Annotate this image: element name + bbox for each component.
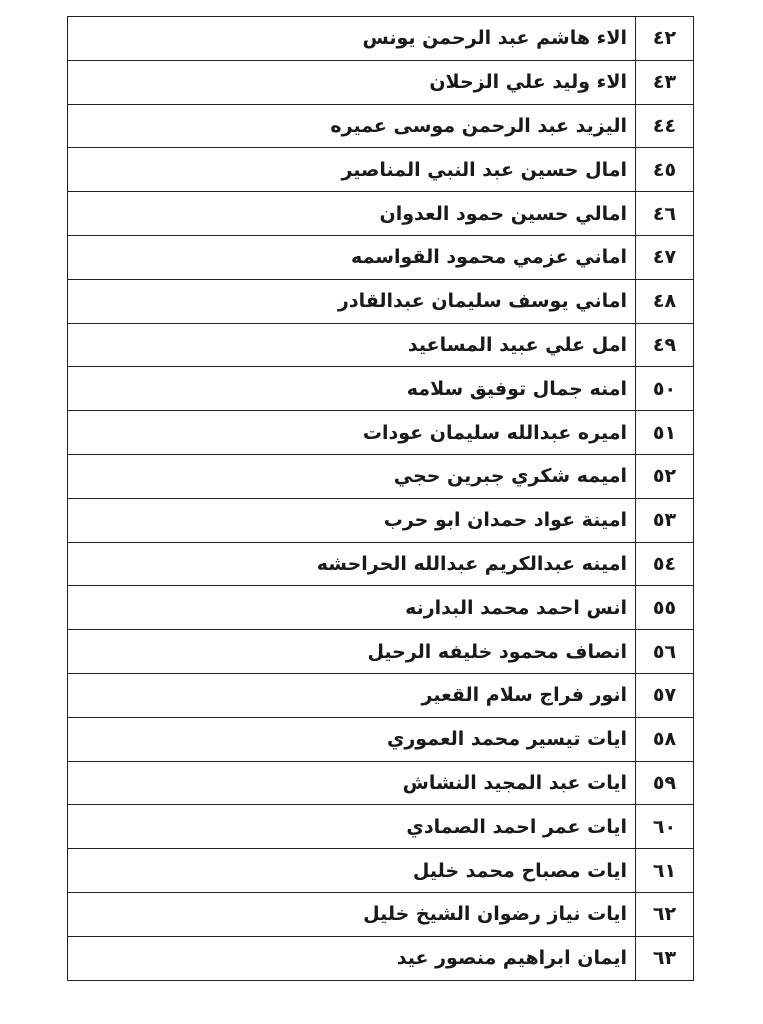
row-number: ٤٣ (636, 60, 694, 104)
row-number: ٥٣ (636, 498, 694, 542)
table-row (68, 454, 694, 498)
table-row (68, 235, 694, 279)
row-number: ٥١ (636, 411, 694, 455)
table-row (68, 761, 694, 805)
table-row (68, 498, 694, 542)
row-number: ٥٦ (636, 630, 694, 674)
person-name: امينه عبدالكريم عبدالله الحراحشه (68, 542, 636, 586)
table-row (68, 892, 694, 936)
row-number: ٤٢ (636, 17, 694, 61)
person-name: انس احمد محمد البدارنه (68, 586, 636, 630)
table-row (68, 104, 694, 148)
table-row (68, 148, 694, 192)
table-row (68, 367, 694, 411)
row-number: ٤٥ (636, 148, 694, 192)
row-number: ٦١ (636, 849, 694, 893)
row-number: ٥٨ (636, 717, 694, 761)
table-row (68, 542, 694, 586)
names-table (67, 16, 694, 981)
row-number: ٤٩ (636, 323, 694, 367)
row-number: ٥٩ (636, 761, 694, 805)
row-number: ٤٤ (636, 104, 694, 148)
table-row (68, 279, 694, 323)
person-name: امل علي عبيد المساعيد (68, 323, 636, 367)
row-number: ٥٤ (636, 542, 694, 586)
table-row (68, 717, 694, 761)
table-row (68, 17, 694, 61)
table-row (68, 192, 694, 236)
names-table-body (68, 17, 694, 981)
row-number: ٥٠ (636, 367, 694, 411)
person-name: ايات نياز رضوان الشيخ خليل (68, 892, 636, 936)
row-number: ٦٠ (636, 805, 694, 849)
person-name: اميره عبدالله سليمان عودات (68, 411, 636, 455)
row-number: ٥٢ (636, 454, 694, 498)
table-row (68, 805, 694, 849)
row-number: ٥٥ (636, 586, 694, 630)
person-name: انور فراج سلام القعير (68, 673, 636, 717)
table-row (68, 60, 694, 104)
person-name: ايات تيسير محمد العموري (68, 717, 636, 761)
person-name: ايات عمر احمد الصمادي (68, 805, 636, 849)
table-row (68, 673, 694, 717)
table-row (68, 849, 694, 893)
table-row (68, 936, 694, 980)
person-name: ايمان ابراهيم منصور عيد (68, 936, 636, 980)
row-number: ٤٧ (636, 235, 694, 279)
table-row (68, 630, 694, 674)
row-number: ٥٧ (636, 673, 694, 717)
row-number: ٤٨ (636, 279, 694, 323)
person-name: انصاف محمود خليفه الرحيل (68, 630, 636, 674)
person-name: امال حسين عبد النبي المناصير (68, 148, 636, 192)
table-row (68, 586, 694, 630)
person-name: اميمه شكري جبرين حجي (68, 454, 636, 498)
person-name: اليزيد عبد الرحمن موسى عميره (68, 104, 636, 148)
person-name: ايات عبد المجيد النشاش (68, 761, 636, 805)
person-name: اماني يوسف سليمان عبدالقادر (68, 279, 636, 323)
person-name: امنه جمال توفيق سلامه (68, 367, 636, 411)
row-number: ٦٢ (636, 892, 694, 936)
row-number: ٤٦ (636, 192, 694, 236)
person-name: الاء هاشم عبد الرحمن يونس (68, 17, 636, 61)
table-row (68, 323, 694, 367)
person-name: الاء وليد علي الزحلان (68, 60, 636, 104)
person-name: ايات مصباح محمد خليل (68, 849, 636, 893)
person-name: اماني عزمي محمود القواسمه (68, 235, 636, 279)
person-name: امينة عواد حمدان ابو حرب (68, 498, 636, 542)
person-name: امالي حسين حمود العدوان (68, 192, 636, 236)
table-row (68, 411, 694, 455)
row-number: ٦٣ (636, 936, 694, 980)
